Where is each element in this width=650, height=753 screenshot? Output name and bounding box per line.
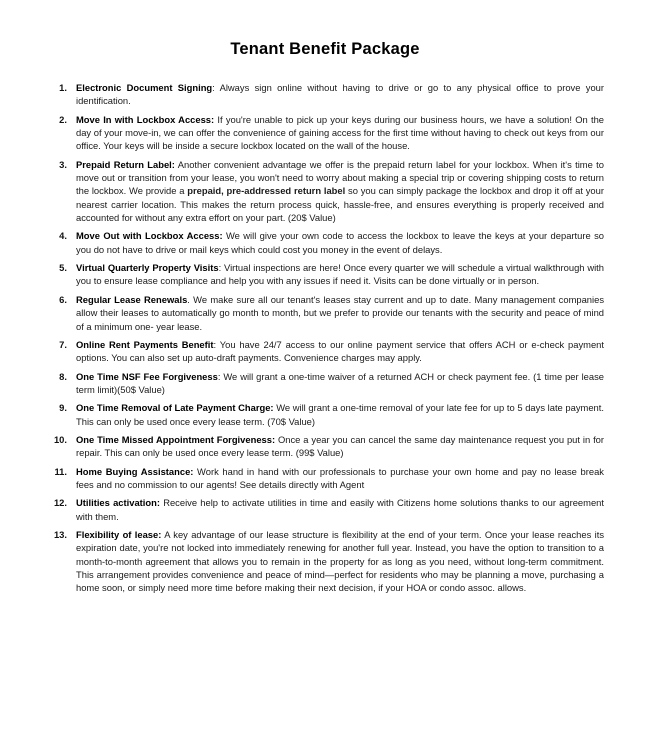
list-item-lead: Electronic Document Signing: [76, 82, 213, 93]
benefits-list: [46, 81, 604, 595]
list-item-body: We will give your own code to access the lockbox to leave the keys at your departure so you do not have to drive or mail keys which could cost you money in the event of delays.: [76, 230, 604, 255]
list-item-body: A key advantage of our lease structure is flexibility at the end of your term. Once your lease reaches its expiration date, you're not locked into immediately renewing for another full year. Instead, you have the option to transition to a month-to-month agreement that allows you to remain in the property for as long as you need, without long-term commitment. This arrangement provides convenience and peace of mind—perfect for residents who may be planning a move, purchasing a home soon, or simply need more time before making their next decision, if your HOA or condo assoc. allows.: [76, 528, 605, 594]
list-item: [46, 496, 604, 523]
list-item: [46, 229, 604, 256]
list-item-body: Work hand in hand with our professionals to purchase your own home and pay no lease break fees and no commission to our agents! See details directly with Agent: [76, 465, 604, 490]
page-title: Tenant Benefit Package: [230, 40, 420, 58]
list-item-number: 1.: [59, 82, 67, 93]
list-item-number: 8.: [59, 370, 67, 382]
list-item-body: Receive help to activate utilities in time and easily with Citizens home solutions thanks to our agreement with them.: [76, 497, 604, 522]
list-item: [46, 401, 604, 428]
list-item: [46, 113, 604, 153]
list-item-number: 6.: [59, 293, 67, 305]
list-item-number: 12.: [53, 497, 67, 509]
list-item-body: : Always sign online without having to drive or go to any physical office to prove your identification.: [76, 82, 604, 107]
list-item-lead: Online Rent Payments Benefit: [76, 338, 214, 350]
list-item: [46, 261, 604, 288]
list-item-lead: Move In with Lockbox Access:: [76, 113, 215, 125]
list-item-number: 10.: [53, 433, 67, 445]
list-item-lead: One Time Removal of Late Payment Charge:: [76, 402, 274, 414]
list-item-body: : You have 24/7 access to our online payment service that offers ACH or e-check payment options. You can also set up auto-draft payments. Convenience charges may apply.: [76, 338, 604, 364]
list-item-number: 7.: [59, 338, 67, 350]
list-item-body-emphasis: prepaid, pre-addressed return label: [187, 185, 346, 197]
list-item-lead: One Time Missed Appointment Forgiveness:: [76, 433, 276, 445]
list-item-body: : We will grant a one-time waiver of a returned ACH or check payment fee. (1 time per lease term limit)(50$ Value): [76, 370, 604, 395]
list-item-body: Once a year you can cancel the same day maintenance request you put in for repair. This can only be used once every lease term. (99$ Value): [76, 433, 605, 459]
list-item-number: 3.: [59, 158, 67, 170]
list-item-number: 2.: [59, 113, 67, 125]
list-item-number: 11.: [54, 465, 67, 477]
list-item-body: . We make sure all our tenant's leases stay current and up to date. Many management companies allow their leases to automatically go month to month, but we prefer to provide our tenants with the security and peace of mind of a minimum one- year lease.: [76, 293, 605, 332]
list-item: [46, 81, 604, 108]
list-item-number: 9.: [59, 402, 67, 414]
list-item: [46, 465, 604, 492]
list-item-number: 13.: [53, 528, 67, 540]
list-item-lead: Prepaid Return Label:: [76, 158, 175, 170]
list-item-body-part2: so you can simply package the lockbox and drop it off at your nearest carrier location. This makes the return process quick, hassle-free, and ensures everything is properly received and accounted for without any extra effort on your part. (20$ Value): [76, 185, 604, 224]
list-item: [46, 528, 604, 595]
list-item: [46, 338, 604, 365]
list-item-body: : Virtual inspections are here! Once every quarter we will schedule a virtual walkthrough with you to ensure lease compliance and help you with any issues if need it. Visits can be done virtually or in person.: [76, 262, 604, 287]
list-item-number: 5.: [59, 262, 67, 274]
list-item-number: 4.: [59, 230, 67, 242]
list-item-lead: Regular Lease Renewals: [76, 293, 188, 305]
list-item-body: We will grant a one-time removal of your late fee for up to 5 days late payment. This can only be used once every lease term. (70$ Value): [76, 402, 604, 427]
list-item-lead: One Time NSF Fee Forgiveness: [76, 370, 218, 382]
list-item-lead: Move Out with Lockbox Access:: [76, 230, 223, 242]
list-item-lead: Home Buying Assistance:: [76, 465, 194, 477]
list-item: [46, 293, 604, 333]
list-item-body-part1: Another convenient advantage we offer is the prepaid return label for your lockbox. When it's time to move out or transition from your lease, you won't need to worry about making a special trip or covering shipping costs to return the lockbox. We provide a: [76, 158, 604, 197]
list-item-body: If you're unable to pick up your keys during our business hours, we have a solution! On the day of your move-in, we can offer the convenience of gaining access for the first time without having to check out keys from our office. Your keys will be inside a secure lockbox located on the wall of the house.: [76, 113, 604, 152]
list-item-lead: Virtual Quarterly Property Visits: [76, 262, 219, 274]
list-item-lead: Flexibility of lease:: [76, 528, 162, 540]
list-item: [46, 433, 604, 460]
list-item: [46, 158, 604, 225]
list-item: [46, 370, 604, 397]
list-item-lead: Utilities activation:: [76, 497, 160, 509]
